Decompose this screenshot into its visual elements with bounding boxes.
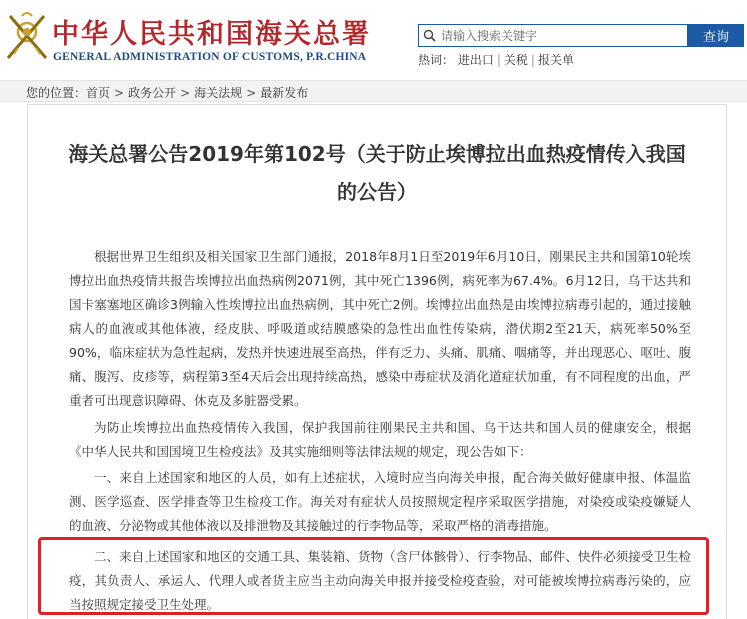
article-title: 海关总署公告2019年第102号（关于防止埃博拉出血热疫情传入我国的公告）	[68, 142, 686, 204]
chevron-right-icon: >	[180, 86, 191, 100]
article-paragraph: 为防止埃博拉出血热疫情传入我国，保护我国前往刚果民主共和国、乌干达共和国人员的健康安全，根据《中华人民共和国国境卫生检疫法》及其实施细则等法律法规的规定，现公告如下：	[69, 420, 691, 459]
breadcrumb-link-latest[interactable]: 最新发布	[260, 86, 309, 100]
hot-word-link[interactable]: 报关单	[537, 53, 574, 67]
chevron-right-icon: >	[246, 86, 257, 100]
search-input[interactable]	[418, 24, 688, 47]
customs-emblem-icon[interactable]	[4, 10, 50, 62]
site-title[interactable]: 中华人民共和国海关总署	[52, 19, 371, 50]
search-button[interactable]: 查询	[688, 24, 744, 47]
article-paragraph: 根据世界卫生组织及相关国家卫生部门通报，2018年8月1日至2019年6月10日，刚果民主共和国第10轮埃博拉出血热疫情共报告埃博拉出血热病例2071例，其中死亡1396例，病死率为67.4%。6月12日，乌干达共和国卡塞塞地区确诊3例输入性埃博拉出血热病例，其中死亡2例。埃博拉出血热是由埃博拉病毒引起的，通过接触病人的血液或其他体液，经皮肤、呼吸道或结膜感染的急性出血性传染病，潜伏期2至21天，病死率50%至90%，临床症状为急性起病，发热并快速进展至高热，伴有乏力、头痛、肌痛、咽痛等，并出现恶心、呕吐、腹痛、腹泻、皮疹等，病程第3至4天后会出现持续高热，感染中毒症状及消化道症状加重，有不同程度的出血，严重者可出现意识障碍、休克及多脏器受累。	[69, 249, 691, 408]
breadcrumb-prefix: 您的位置：	[26, 86, 87, 100]
divider: |	[530, 53, 535, 67]
breadcrumb-link-home[interactable]: 首页	[86, 86, 111, 100]
site-subtitle: GENERAL ADMINISTRATION OF CUSTOMS, P.R.CHINA	[53, 51, 367, 63]
hot-words	[418, 51, 574, 68]
breadcrumb-link-regulations[interactable]: 海关法规	[194, 86, 243, 100]
divider: |	[496, 53, 501, 67]
breadcrumb-bar	[0, 80, 747, 102]
search-box	[418, 24, 743, 47]
highlight-annotation-box	[38, 537, 709, 615]
search-icon	[423, 29, 436, 42]
breadcrumb	[26, 84, 308, 101]
hot-words-label: 热词：	[418, 53, 455, 67]
breadcrumb-link-gov-affairs[interactable]: 政务公开	[128, 86, 177, 100]
article-paragraph: 二、来自上述国家和地区的交通工具、集装箱、货物（含尸体骸骨）、行李物品、邮件、快件必须接受卫生检疫，其负责人、承运人、代理人或者货主应当主动向海关申报并接受检疫查验，对可能被埃博拉病毒污染的，应当按照规定接受卫生处理。	[69, 549, 691, 612]
hot-word-link[interactable]: 关税	[503, 53, 528, 67]
site-header	[0, 0, 747, 80]
chevron-right-icon: >	[114, 86, 125, 100]
hot-word-link[interactable]: 进出口	[457, 53, 494, 67]
article-paragraph: 一、来自上述国家和地区的人员，如有上述症状，入境时应当向海关申报，配合海关做好健康申报、体温监测、医学巡查、医学排查等卫生检疫工作。海关对有症状人员按照规定程序采取医学措施，对染疫或染疫嫌疑人的血液、分泌物或其他体液以及排泄物及其接触过的行李物品等，采取严格的消毒措施。	[69, 470, 691, 533]
